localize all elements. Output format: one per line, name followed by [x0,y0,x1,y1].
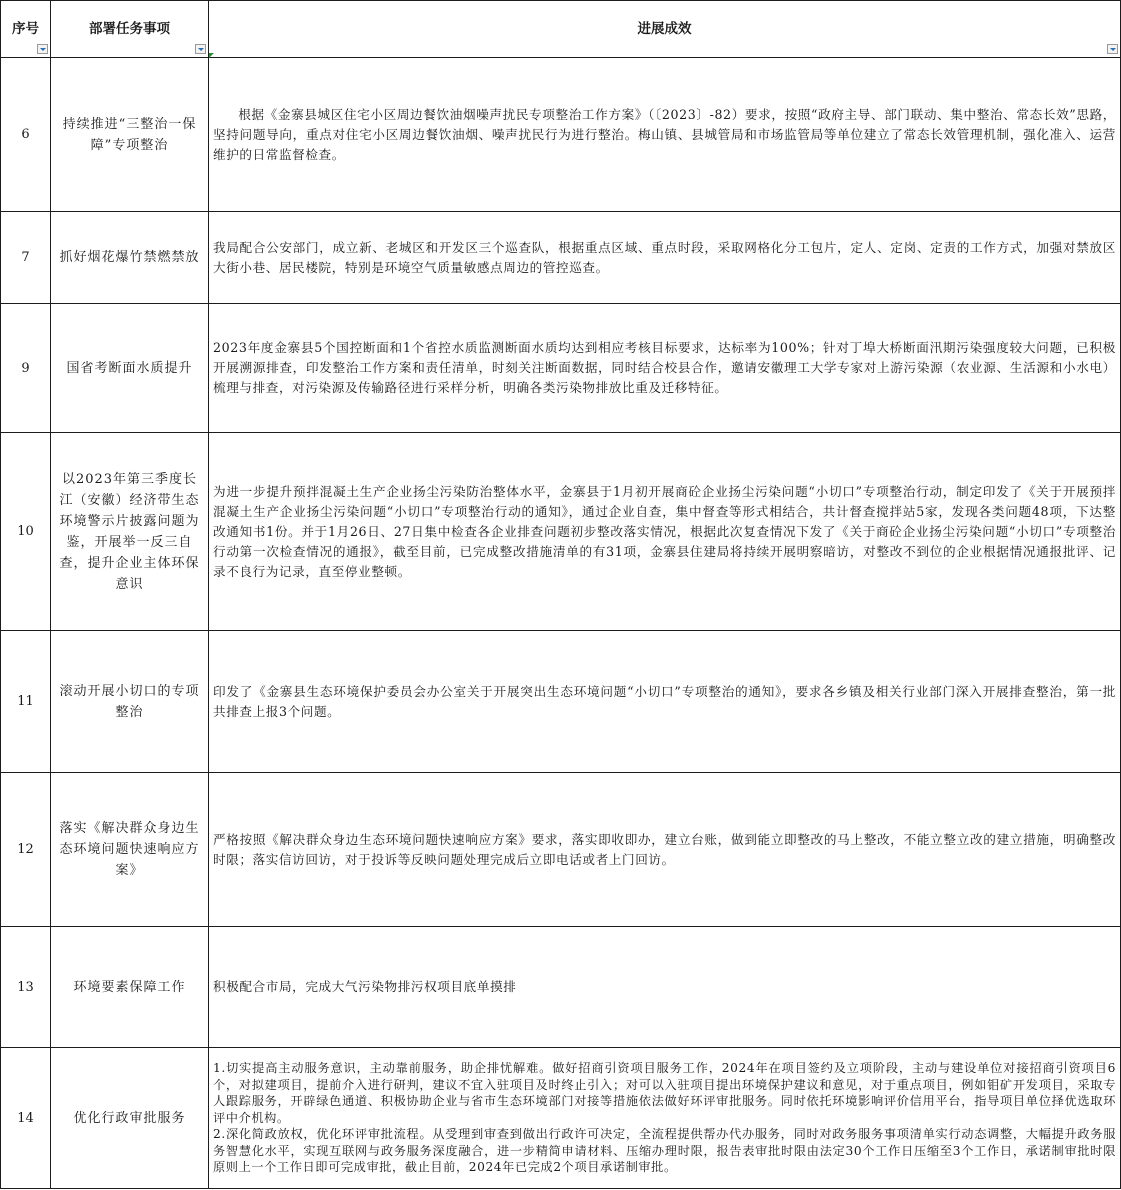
progress-paragraph: 1.切实提高主动服务意识，主动靠前服务，助企排忧解难。做好招商引资项目服务工作，2024年在项目签约及立项阶段，主动与建设单位对接招商引资项目6个，对拟建项目，提前介入进行研判，建议不宜入驻项目及时终止引入；对可以入驻项目提出环境保护建议和意见，对于重点项目，例如钼矿开发项目，采取专人跟踪服务，开辟绿色通道、积极协助企业与省市生态环境部门对接等措施依法做好环评审批服务。同时依托环境影响评价信用平台，指导项目单位择优选取环评中介机构。 [213,1061,1116,1125]
table-row [1,1048,1121,1189]
progress-paragraph: 为进一步提升预拌混凝土生产企业扬尘污染防治整体水平，金寨县于1月初开展商砼企业扬尘污染问题“小切口”专项整治行动，制定印发了《关于开展预拌混凝土生产企业扬尘污染问题“小切口”专项整治行动的通知》，通过企业自查，集中督查等形式相结合，共计督查搅拌站5家，发现各类问题48项，下达整改通知书1份。并于1月26日、27日集中检查各企业排查问题初步整改落实情况，根据此次复查情况下发了《关于商砼企业扬尘污染问题“小切口”专项整治行动第一次检查情况的通报》，截至目前，已完成整改措施清单的有31项，金寨县住建局将持续开展明察暗访，对整改不到位的企业根据情况通报批评、记录不良行为记录，直至停业整顿。 [213,483,1116,579]
row-seq: 11 [1,631,51,773]
filter-dropdown-icon[interactable] [1107,44,1118,54]
table-row [1,631,1121,773]
row-progress [209,304,1121,433]
progress-paragraph: 2023年度金寨县5个国控断面和1个省控水质监测断面水质均达到相应考核目标要求，达标率为100%；针对丁埠大桥断面汛期污染强度较大问题，已积极开展溯源排查，印发整治工作方案和责任清单，时刻关注断面数据，同时结合校县合作，邀请安徽理工大学专家对上游污染源（农业源、生活源和小水电）梳理与排查，对污染源及传输路径进行采样分析，明确各类污染物排放比重及迁移特征。 [213,340,1116,395]
row-seq: 7 [1,212,51,304]
row-task: 持续推进“三整治一保障”专项整治 [51,58,209,212]
row-seq: 10 [1,433,51,631]
row-progress [209,773,1121,927]
row-task: 落实《解决群众身边生态环境问题快速响应方案》 [51,773,209,927]
row-seq: 14 [1,1048,51,1189]
header-task-label: 部署任务事项 [89,21,170,37]
row-progress [209,631,1121,773]
table-row [1,212,1121,304]
progress-paragraph: 根据《金寨县城区住宅小区周边餐饮油烟噪声扰民专项整治工作方案》（〔2023〕-82）要求，按照“政府主导、部门联动、集中整治、常态长效”思路，坚持问题导向，重点对住宅小区周边餐饮油烟、噪声扰民行为进行整治。梅山镇、县城管局和市场监管局等单位建立了常态长效管理机制，强化准入、运营维护的日常监督检查。 [213,106,1116,162]
row-progress [209,58,1121,212]
row-task: 以2023年第三季度长江（安徽）经济带生态环境警示片披露问题为鉴，开展举一反三自查，提升企业主体环保意识 [51,433,209,631]
row-seq: 6 [1,58,51,212]
row-progress [209,433,1121,631]
row-task: 环境要素保障工作 [51,927,209,1048]
comment-marker-icon [209,53,214,58]
progress-paragraph: 我局配合公安部门，成立新、老城区和开发区三个巡查队，根据重点区域、重点时段，采取网格化分工包片，定人、定岗、定责的工作方式，加强对禁放区大街小巷、居民楼院，特别是环境空气质量敏感点周边的管控巡查。 [213,239,1116,275]
row-seq: 13 [1,927,51,1048]
header-seq-label: 序号 [12,21,39,37]
progress-paragraph: 积极配合市局，完成大气污染物排污权项目底单摸排 [213,979,517,994]
row-task: 抓好烟花爆竹禁燃禁放 [51,212,209,304]
header-progress-label: 进展成效 [637,21,692,37]
row-task: 国省考断面水质提升 [51,304,209,433]
header-progress [209,1,1121,58]
table-row [1,433,1121,631]
row-progress [209,1048,1121,1189]
row-progress [209,927,1121,1048]
row-task: 优化行政审批服务 [51,1048,209,1189]
table-row [1,927,1121,1048]
table-row [1,773,1121,927]
header-row [1,1,1121,58]
filter-dropdown-icon[interactable] [37,44,48,54]
row-seq: 9 [1,304,51,433]
filter-dropdown-icon[interactable] [195,44,206,54]
table-row [1,304,1121,433]
progress-paragraph: 严格按照《解决群众身边生态环境问题快速响应方案》要求，落实即收即办，建立台账，做到能立即整改的马上整改，不能立整立改的建立措施，明确整改时限；落实信访回访，对于投诉等反映问题处理完成后立即电话或者上门回访。 [213,831,1116,867]
row-seq: 12 [1,773,51,927]
table-row [1,58,1121,212]
header-seq [1,1,51,58]
row-progress [209,212,1121,304]
progress-paragraph: 印发了《金寨县生态环境保护委员会办公室关于开展突出生态环境问题“小切口”专项整治的通知》，要求各乡镇及相关行业部门深入开展排查整治，第一批共排查上报3个问题。 [213,683,1116,719]
progress-paragraph: 2.深化简政放权，优化环评审批流程。从受理到审查到做出行政许可决定，全流程提供帮办代办服务，同时对政务服务事项清单实行动态调整，大幅提升政务服务智慧化水平，实现互联网与政务服务深度融合，进一步精简申请材料、压缩办理时限，报告表审批时限由法定30个工作日压缩至3个工作日，承诺制审批时限原则上一个工作日即可完成审批，截止目前，2024年已完成2个项目承诺制审批。 [213,1127,1116,1175]
row-task: 滚动开展小切口的专项整治 [51,631,209,773]
header-task [51,1,209,58]
